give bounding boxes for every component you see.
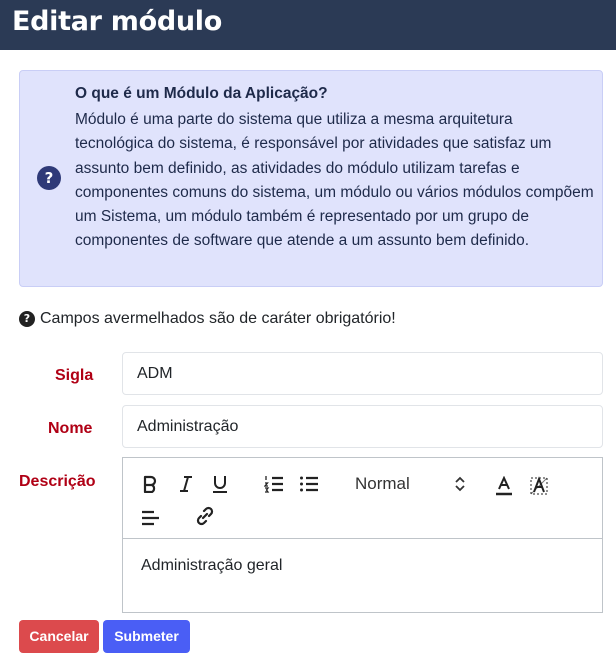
description-editor [122,457,603,613]
header-select[interactable] [355,472,465,496]
italic-icon[interactable] [175,472,197,496]
nome-input[interactable]: Administração [122,405,603,448]
page-title: Editar módulo [12,6,223,37]
editor-toolbar [123,458,602,539]
align-icon[interactable] [139,506,163,530]
page-header [0,0,616,50]
bold-icon[interactable] [139,472,161,496]
required-fields-note [19,310,396,328]
question-circle-icon: ? [19,311,35,327]
info-title: O que é um Módulo da Aplicação? [75,85,328,102]
link-icon[interactable] [193,504,217,528]
cancel-button[interactable]: Cancelar [19,620,99,653]
info-body: Módulo é uma parte do sistema que utiliza a mesma arquitetura tecnológica do sistema, é responsável por atividades que satisfaz um assunto bem definido, as atividades do módulo utilizam tarefas e componentes comuns do sistema, um módulo ou vários módulos compõem um Sistema, um módulo também é representado por um grupo de componentes de software que atende a um assunto bem definido. [75,111,594,250]
sigla-input[interactable]: ADM [122,352,603,395]
question-circle-icon: ? [37,166,61,190]
sigla-label: Sigla [55,367,94,384]
ordered-list-icon[interactable] [262,472,286,496]
background-color-icon[interactable] [527,474,551,498]
descricao-label: Descrição [19,473,96,490]
underline-icon[interactable] [209,472,231,496]
required-note-text: Campos avermelhados são de caráter obrigatório! [40,310,396,327]
nome-label: Nome [48,420,93,437]
select-arrows-icon [455,476,465,492]
info-callout [19,70,603,287]
header-select-value: Normal [355,474,410,493]
editor-content[interactable]: Administração geral [141,557,283,574]
submit-button[interactable]: Submeter [103,620,190,653]
text-color-icon[interactable] [492,474,516,498]
bullet-list-icon[interactable] [297,472,321,496]
